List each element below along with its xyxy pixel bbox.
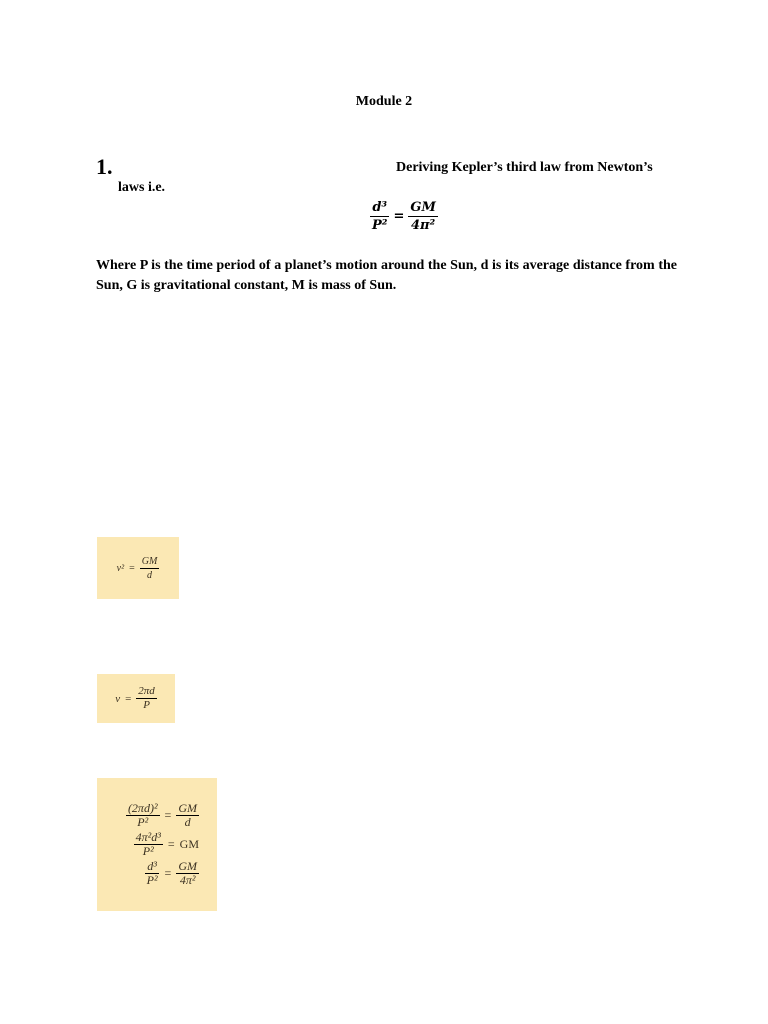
orbital-velocity-equation-image xyxy=(97,537,179,599)
row1-right-numerator: GM xyxy=(178,801,197,815)
row3-operator: = xyxy=(164,866,172,880)
derivation-row-2 xyxy=(134,831,199,858)
page-title: Module 2 xyxy=(355,94,413,109)
row1-left-fraction xyxy=(126,802,160,829)
row3-left-fraction xyxy=(145,860,160,887)
equation-left-denominator: P² xyxy=(372,218,388,233)
eq1-denominator: d xyxy=(147,569,153,581)
question-heading-continuation: laws i.e. xyxy=(118,180,166,195)
eq1-fraction xyxy=(140,555,160,582)
equation-right-fraction xyxy=(408,199,438,234)
explanation-paragraph: Where P is the time period of a planet’s motion around the Sun, d is its average distance from the Sun, G is gravitational constant, M is mass of Sun. xyxy=(96,258,677,293)
eq2-fraction xyxy=(136,685,157,712)
row1-operator: = xyxy=(164,808,172,822)
row2-left-denominator: P² xyxy=(142,844,154,858)
row2-right: GM xyxy=(179,837,199,851)
row2-operator: = xyxy=(167,837,175,851)
derivation-row-3 xyxy=(145,860,199,887)
row1-left-numerator: (2πd)² xyxy=(127,801,158,815)
eq2-denominator: P xyxy=(143,699,150,711)
eq2-lhs: v xyxy=(115,692,121,705)
eq2-operator: = xyxy=(125,692,132,705)
row1-right-denominator: d xyxy=(184,815,191,829)
eq2-numerator: 2πd xyxy=(138,685,155,697)
row2-left-numerator: 4π²d³ xyxy=(135,830,161,844)
eq1-operator: = xyxy=(129,562,135,574)
equation-left-numerator: d³ xyxy=(372,200,388,215)
question-number: 1. xyxy=(96,154,113,179)
row2-left-fraction xyxy=(134,831,163,858)
equation-operator: = xyxy=(393,209,405,224)
derivation-equation-image xyxy=(97,778,217,911)
eq1-lhs: v² xyxy=(116,562,125,574)
equation-right-numerator: GM xyxy=(410,200,436,215)
derivation-row-1 xyxy=(126,802,199,829)
row3-right-denominator: 4π² xyxy=(179,873,196,887)
question-heading: Deriving Kepler’s third law from Newton’s xyxy=(396,160,653,175)
equation-right-denominator: 4π² xyxy=(411,218,436,233)
row1-right-fraction xyxy=(176,802,199,829)
row3-left-numerator: d³ xyxy=(147,859,157,873)
row3-right-fraction xyxy=(176,860,199,887)
row3-right-numerator: GM xyxy=(178,859,197,873)
velocity-period-equation-image xyxy=(97,674,175,723)
row3-left-denominator: P² xyxy=(146,873,158,887)
kepler-equation xyxy=(370,199,438,234)
row1-left-denominator: P² xyxy=(137,815,149,829)
equation-left-fraction xyxy=(370,199,389,234)
eq1-numerator: GM xyxy=(141,555,158,567)
